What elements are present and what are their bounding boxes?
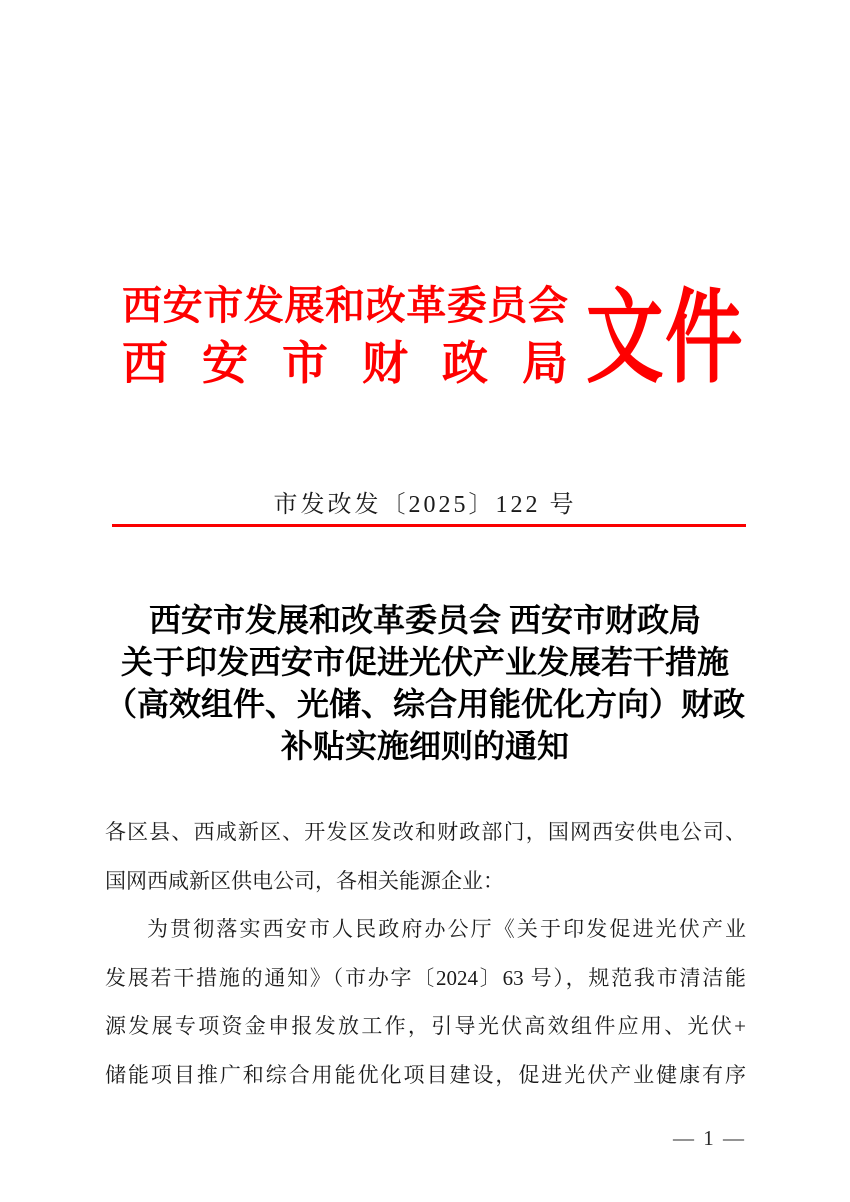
document-reference-number: 市发改发〔2025〕122 号: [273, 492, 577, 518]
title-line-2: 关于印发西安市促进光伏产业发展若干措施: [120, 644, 729, 680]
title-line-1: 西安市发展和改革委员会 西安市财政局: [148, 602, 701, 638]
document-body: [105, 808, 746, 1099]
paragraph-line-3: 源发展专项资金申报发放工作，引导光伏高效组件应用、光伏+: [105, 1014, 746, 1038]
letterhead-org-line2: 西安市财政局: [122, 338, 568, 389]
salutation-line-1: 各区县、西咸新区、开发区发改和财政部门，国网西安供电公司、: [105, 820, 746, 844]
paragraph-line-4: 储能项目推广和综合用能优化项目建设，促进光伏产业健康有序: [105, 1062, 746, 1087]
document-title: [105, 599, 745, 767]
title-line-4: 补贴实施细则的通知: [280, 728, 569, 764]
title-line-3: （高效组件、光储、综合用能优化方向）财政: [105, 686, 746, 722]
letterhead-org-line1: 西安市发展和改革委员会: [122, 283, 568, 328]
salutation-line-2: 国网西咸新区供电公司，各相关能源企业：: [105, 868, 504, 893]
red-divider-line: [112, 524, 746, 527]
paragraph-line-1: 为贯彻落实西安市人民政府办公厅《关于印发促进光伏产业: [147, 917, 746, 941]
paragraph-line-2: 发展若干措施的通知》（市办字〔2024〕63 号），规范我市清洁能: [105, 965, 746, 990]
page-number: — 1 —: [673, 1126, 746, 1150]
letterhead-doc-type-label: 文件: [586, 283, 745, 396]
